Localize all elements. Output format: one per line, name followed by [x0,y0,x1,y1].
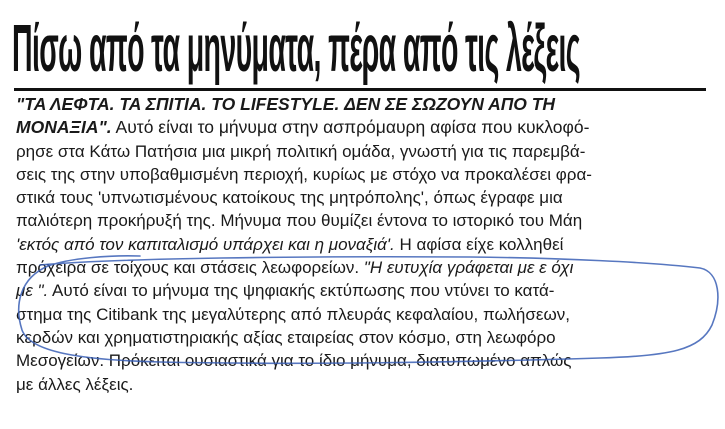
body-text-run: σεις της στην υποβαθμισμένη περιοχή, κυρίως με στόχο να προκαλέσει φρα- [16,164,592,184]
quoted-phrase: "Η ευτυχία γράφεται με ε όχι [363,258,574,278]
article-line [16,233,714,256]
article-body [16,93,714,396]
lead-quote: ΜΟΝΑΞΙΑ". [16,117,112,138]
headline-text: Πίσω από τα μηνύματα, πέρα από τις λέξεις [12,10,581,86]
article-line [16,93,714,116]
article-line [16,256,714,279]
body-text-run: Αυτό είναι το μήνυμα της ψηφιακής εκτύπωσης που ντύνει το κατά- [48,281,555,301]
headline-divider [14,88,706,91]
article-line [16,349,714,372]
article-headline [12,8,581,88]
body-text-run: κερδών και χρηματιστηριακής αξίας εταιρείας στον κόσμο, στη λεωφόρο [16,327,556,347]
body-text-run: πρόχειρα σε τοίχους και στάσεις λεωφορείων. [16,258,364,278]
body-text-run: ρησε στα Κάτω Πατήσια μια μικρή πολιτική ομάδα, γνωστή για τις παρεμβά- [16,141,586,161]
body-text-run: στημα της Citibank της μεγαλύτερης από πλευράς κεφαλαίου, πωλήσεων, [16,304,570,324]
quoted-phrase: με ". [16,281,49,301]
body-text-run: Αυτό είναι το μήνυμα στην ασπρόμαυρη αφίσα που κυκλοφό- [111,117,590,138]
quoted-phrase: 'εκτός από τον καπιταλισμό υπάρχει και η μοναξιά'. [16,234,395,254]
article-line [16,326,714,349]
article-line [16,373,714,396]
lead-quote: "ΤΑ ΛΕΦΤΑ. ΤΑ ΣΠΙΤΙΑ. ΤΟ LIFESTYLE. ΔΕΝ ΣΕ ΣΩΖΟΥΝ ΑΠΟ ΤΗ [16,94,556,114]
body-text-run: Μεσογείων. Πρόκειται ουσιαστικά για το ίδιο μήνυμα, διατυπωμένο απλώς [16,351,572,371]
article-line [16,140,714,163]
article-line [16,279,714,302]
article-line [16,163,714,186]
article-line [16,116,714,139]
body-text-run: στικά τους 'υπνωτισμένους κατοίκους της μητρόπολης', όπως έγραφε μια [16,188,563,208]
article-line [16,303,714,326]
body-text-run: Η αφίσα είχε κολληθεί [394,234,564,254]
article-line [16,209,714,232]
body-text-run: με άλλες λέξεις. [16,374,134,394]
body-text-run: παλιότερη προκήρυξή της. Μήνυμα που θυμίζει έντονα το ιστορικό του Μάη [16,211,583,231]
article-line [16,186,714,209]
